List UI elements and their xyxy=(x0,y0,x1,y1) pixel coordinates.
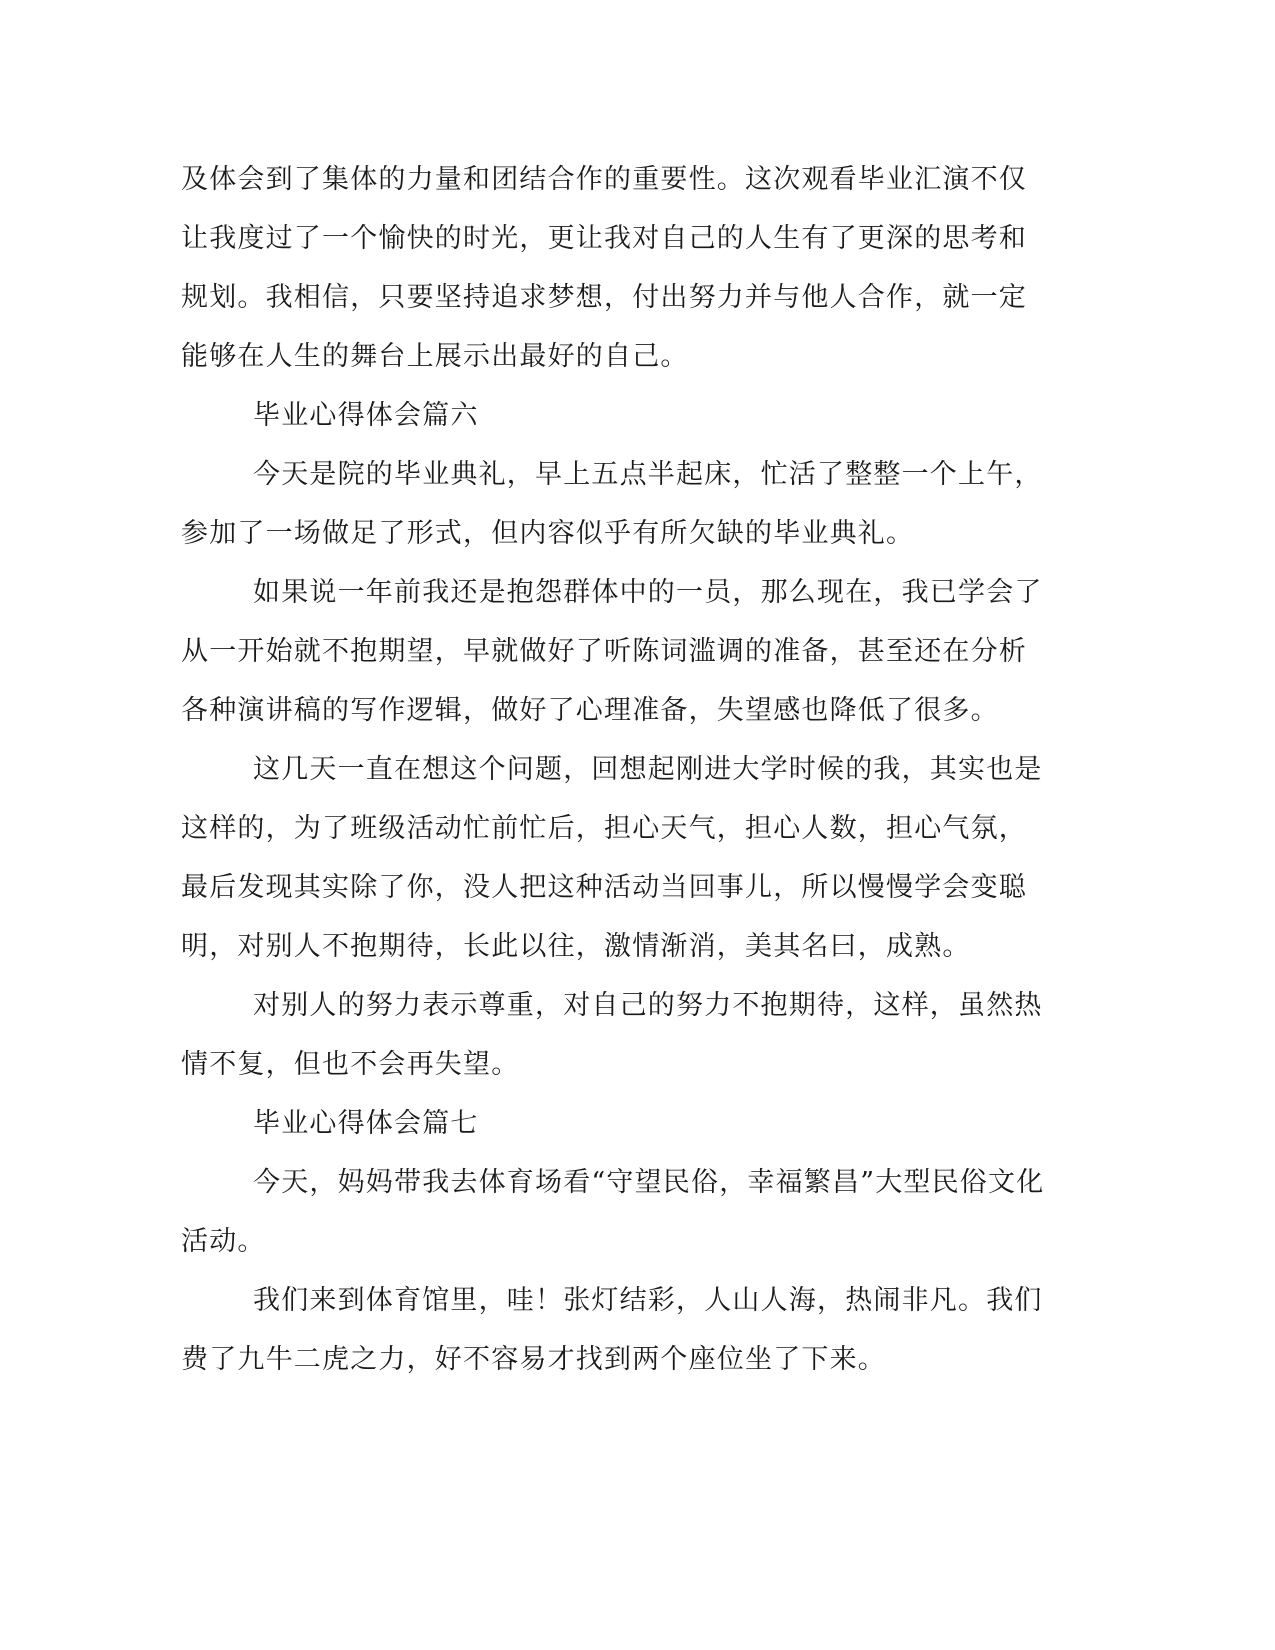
paragraph-line: 这样的，为了班级活动忙前忙后，担心天气，担心人数，担心气氛， xyxy=(181,813,1027,844)
section-heading: 毕业心得体会篇六 xyxy=(253,400,479,431)
paragraph-line: 最后发现其实除了你，没人把这种活动当回事儿，所以慢慢学会变聪 xyxy=(181,872,1027,903)
paragraph-line: 如果说一年前我还是抱怨群体中的一员，那么现在，我已学会了 xyxy=(253,577,1043,608)
paragraph-line: 这几天一直在想这个问题，回想起刚进大学时候的我，其实也是 xyxy=(253,754,1043,785)
paragraph-line: 规划。我相信，只要坚持追求梦想，付出努力并与他人合作，就一定 xyxy=(181,282,1027,313)
paragraph-line: 明，对别人不抱期待，长此以往，激情渐消，美其名曰，成熟。 xyxy=(181,931,971,962)
paragraph-line: 让我度过了一个愉快的时光，更让我对自己的人生有了更深的思考和 xyxy=(181,223,1027,254)
paragraph-line: 从一开始就不抱期望，早就做好了听陈词滥调的准备，甚至还在分析 xyxy=(181,636,1027,667)
paragraph-line: 费了九牛二虎之力，好不容易才找到两个座位坐了下来。 xyxy=(181,1344,886,1375)
paragraph-line: 参加了一场做足了形式，但内容似乎有所欠缺的毕业典礼。 xyxy=(181,518,915,549)
paragraph-line: 各种演讲稿的写作逻辑，做好了心理准备，失望感也降低了很多。 xyxy=(181,695,999,726)
paragraph-line: 及体会到了集体的力量和团结合作的重要性。这次观看毕业汇演不仅 xyxy=(181,164,1027,195)
section-heading: 毕业心得体会篇七 xyxy=(253,1108,479,1139)
paragraph-line: 今天是院的毕业典礼，早上五点半起床，忙活了整整一个上午， xyxy=(253,459,1043,490)
paragraph-line: 对别人的努力表示尊重，对自己的努力不抱期待，这样，虽然热 xyxy=(253,990,1043,1021)
paragraph-line: 能够在人生的舞台上展示出最好的自己。 xyxy=(181,341,689,372)
paragraph-line: 情不复，但也不会再失望。 xyxy=(181,1049,520,1080)
paragraph-line: 我们来到体育馆里，哇！张灯结彩，人山人海，热闹非凡。我们 xyxy=(253,1285,1043,1316)
paragraph-line: 活动。 xyxy=(181,1226,266,1257)
paragraph-line: 今天，妈妈带我去体育场看“守望民俗，幸福繁昌”大型民俗文化 xyxy=(253,1167,1045,1198)
